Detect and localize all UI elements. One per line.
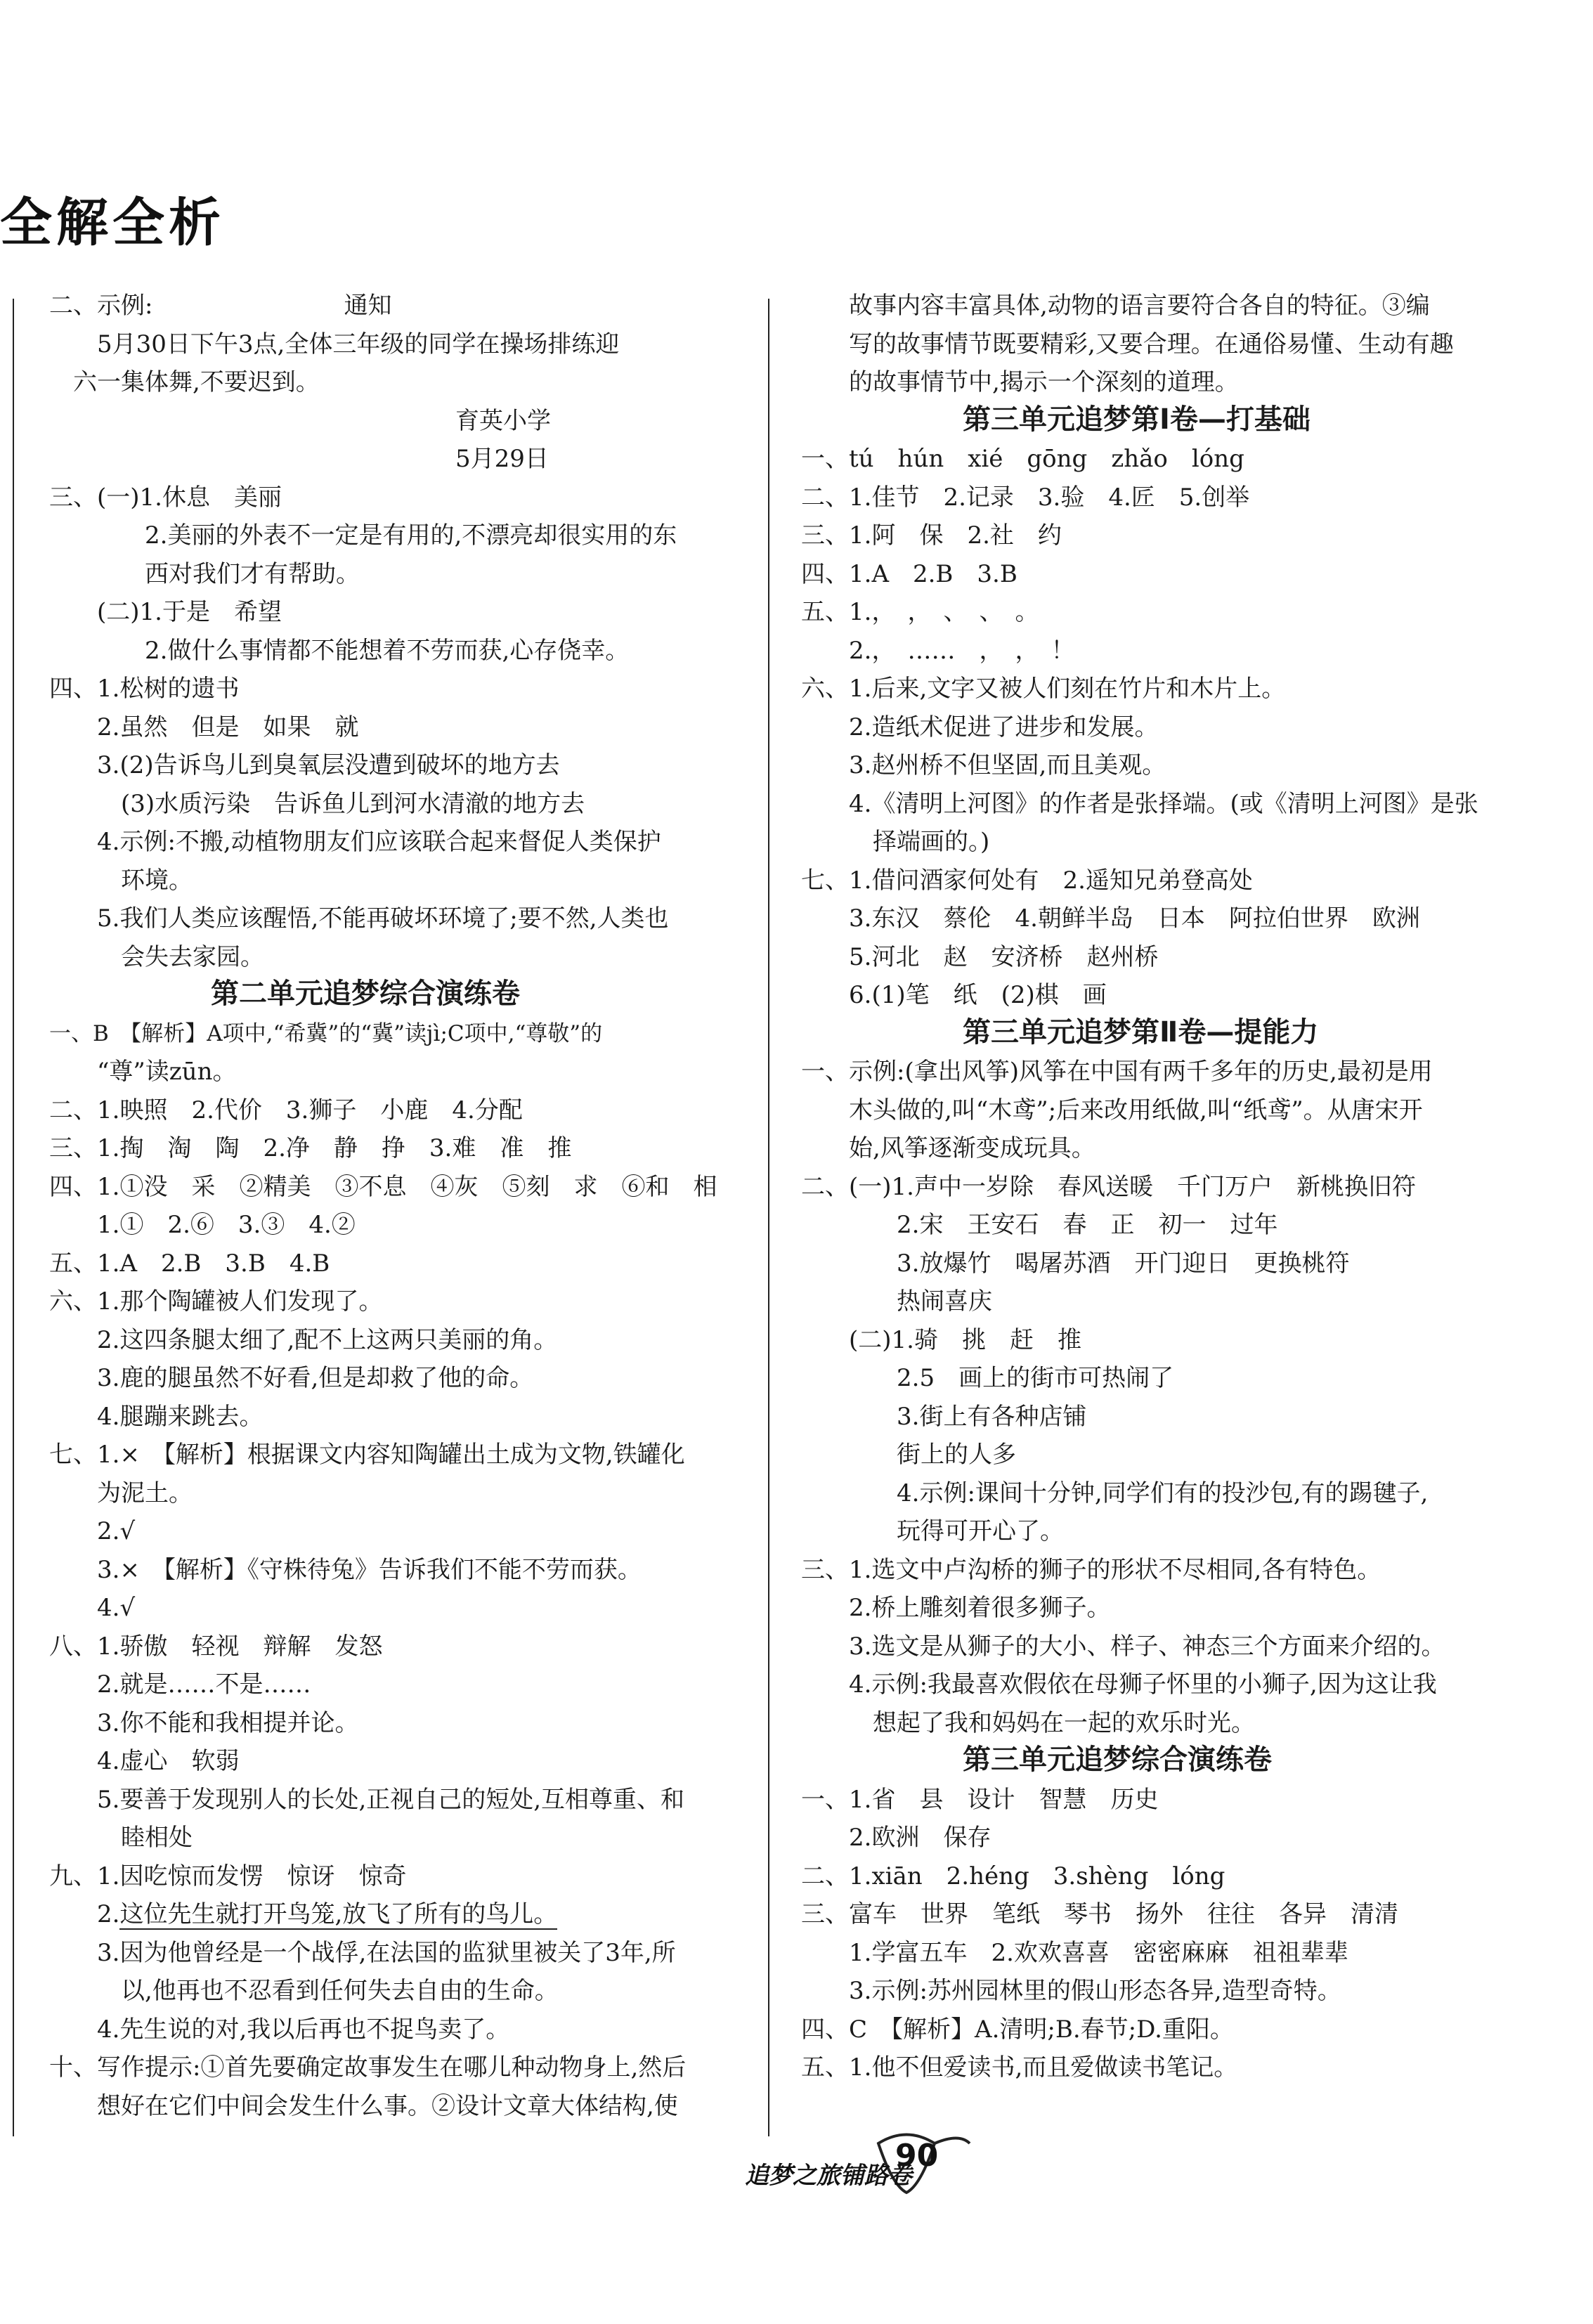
section-title: 第三单元追梦综合演练卷	[963, 1744, 1272, 1776]
answer-line: 4.示例:我最喜欢假依在母狮子怀里的小狮子,因为这让我	[801, 1670, 1437, 1699]
answer-line: 5.我们人类应该醒悟,不能再破坏环境了;要不然,人类也	[49, 904, 669, 933]
answer-line: 1.学富五车 2.欢欢喜喜 密密麻麻 祖祖辈辈	[801, 1938, 1348, 1967]
answer-line: 3.示例:苏州园林里的假山形态各异,造型奇特。	[801, 1977, 1341, 2005]
page-number: 90	[895, 2138, 939, 2174]
answer-line: 二、1.映照 2.代价 3.狮子 小鹿 4.分配	[49, 1096, 523, 1124]
answer-line: 一、1.省 县 设计 智慧 历史	[801, 1785, 1159, 1814]
answer-line: 2.桥上雕刻着很多狮子。	[801, 1594, 1111, 1622]
answer-line: 2.就是……不是……	[49, 1670, 311, 1699]
answer-line: 会失去家园。	[49, 942, 264, 971]
answer-line: 环境。	[49, 866, 193, 895]
answer-line: 择端画的。)	[801, 828, 990, 856]
section-title: 第三单元追梦第Ⅰ卷—打基础	[963, 403, 1311, 436]
answer-line: 二、(一)1.声中一岁除 春风送暖 千门万户 新桃换旧符	[801, 1172, 1416, 1201]
answer-line: 一、示例:(拿出风筝)风筝在中国有两千多年的历史,最初是用	[801, 1058, 1433, 1086]
answer-line: 四、1.①没 采 ②精美 ③不息 ④灰 ⑤刻 求 ⑥和 相	[49, 1172, 717, 1201]
answer-line: 4.《清明上河图》的作者是张择端。(或《清明上河图》是张	[801, 789, 1478, 818]
answer-line: 一、B 【解析】A项中,“希冀”的“冀”读jì;C项中,“尊敬”的	[49, 1020, 603, 1046]
answer-line: 1.① 2.⑥ 3.③ 4.②	[49, 1211, 356, 1239]
answer-line: 2.宋 王安石 春 正 初一 过年	[801, 1211, 1278, 1239]
answer-line: 七、1.× 【解析】根据课文内容知陶罐出土成为文物,铁罐化	[49, 1441, 685, 1469]
answer-line: 六一集体舞,不要迟到。	[49, 368, 320, 396]
answer-line: 5月30日下午3点,全体三年级的同学在操场排练迎	[49, 330, 620, 358]
answer-line: 3.× 【解析】《守株待兔》告诉我们不能不劳而获。	[49, 1555, 642, 1584]
answer-line: (二)1.骑 挑 赶 推	[801, 1325, 1081, 1354]
answer-line: 七、1.借问酒家何处有 2.遥知兄弟登高处	[801, 866, 1253, 895]
answer-line: 十、写作提示:①首先要确定故事发生在哪儿种动物身上,然后	[49, 2053, 687, 2082]
answer-line: 街上的人多	[801, 1441, 1016, 1469]
page-footer	[745, 2122, 977, 2203]
answer-line: 育英小学	[49, 406, 551, 435]
answer-line: 3.你不能和我相提并论。	[49, 1708, 359, 1737]
answer-line: 热闹喜庆	[801, 1287, 992, 1316]
answer-line: 2.造纸术促进了进步和发展。	[801, 713, 1159, 741]
answer-line: 五、1.A 2.B 3.B 4.B	[49, 1249, 330, 1278]
answer-line: (二)1.于是 希望	[49, 598, 282, 626]
answer-line: 4.示例:不搬,动植物朋友们应该联合起来督促人类保护	[49, 828, 661, 856]
section-title: 第三单元追梦第Ⅱ卷—提能力	[963, 1015, 1319, 1049]
answer-line: 想起了我和妈妈在一起的欢乐时光。	[801, 1708, 1255, 1737]
answer-line: 2.虽然 但是 如果 就	[49, 713, 359, 741]
answer-line: 2.美丽的外表不一定是有用的,不漂亮却很实用的东	[49, 521, 677, 550]
answer-line: 四、1.松树的遗书	[49, 675, 240, 703]
answer-line: 三、1.掏 淘 陶 2.净 静 挣 3.难 准 推	[49, 1134, 572, 1162]
answer-line: 始,风筝逐渐变成玩具。	[801, 1134, 1095, 1162]
answer-line: 3.(2)告诉鸟儿到臭氧层没遭到破坏的地方去	[49, 751, 560, 779]
answer-line: 五、1.他不但爱读书,而且爱做读书笔记。	[801, 2053, 1238, 2082]
answer-line: 3.东汉 蔡伦 4.朝鲜半岛 日本 阿拉伯世界 欧洲	[801, 904, 1420, 933]
answer-line: 5.要善于发现别人的长处,正视自己的短处,互相尊重、和	[49, 1785, 685, 1814]
answer-line: 六、1.那个陶罐被人们发现了。	[49, 1287, 383, 1316]
answer-line: 2.这四条腿太细了,配不上这两只美丽的角。	[49, 1325, 558, 1354]
answer-line: 5月29日	[49, 445, 549, 473]
answer-line: 3.街上有各种店铺	[801, 1402, 1087, 1431]
answer-line: 的故事情节中,揭示一个深刻的道理。	[801, 368, 1239, 396]
answer-line: 6.(1)笔 纸 (2)棋 画	[801, 981, 1107, 1009]
answer-line: 二、1.佳节 2.记录 3.验 4.匠 5.创举	[801, 483, 1250, 512]
answer-line: 写的故事情节既要精彩,又要合理。在通俗易懂、生动有趣	[801, 330, 1454, 358]
answer-line: 3.鹿的腿虽然不好看,但是却救了他的命。	[49, 1364, 534, 1392]
answer-line: 三、富车 世界 笔纸 琴书 扬外 往往 各异 清清	[801, 1900, 1398, 1928]
answer-line: 二、示例: 通知	[49, 292, 392, 320]
answer-line: 4.虚心 软弱	[49, 1747, 240, 1775]
answer-line: 4.示例:课间十分钟,同学们有的投沙包,有的踢毽子,	[801, 1479, 1429, 1507]
page-header-title: 全解全析	[0, 193, 225, 253]
answer-line: 三、1.阿 保 2.社 约	[801, 521, 1062, 550]
answer-line: 想好在它们中间会发生什么事。②设计文章大体结构,使	[49, 2091, 678, 2120]
answer-line: 5.河北 赵 安济桥 赵州桥	[801, 942, 1159, 971]
answer-line: 4.√	[49, 1594, 136, 1622]
answer-line: 2.， …… ， ， ！	[801, 636, 1075, 665]
answer-line: 2.√	[49, 1517, 136, 1545]
column-divider	[13, 299, 14, 2136]
answer-line: 四、C 【解析】A.清明;B.春节;D.重阳。	[801, 2015, 1234, 2044]
answer-line: 四、1.A 2.B 3.B	[801, 559, 1017, 588]
answer-line: 4.腿蹦来跳去。	[49, 1402, 264, 1431]
answer-line: 西对我们才有帮助。	[49, 559, 360, 588]
answer-line: 以,他再也不忍看到任何失去自由的生命。	[49, 1977, 559, 2005]
section-title: 第二单元追梦综合演练卷	[211, 978, 520, 1010]
answer-line: 三、(一)1.休息 美丽	[49, 483, 282, 512]
answer-line: 八、1.骄傲 轻视 辩解 发怒	[49, 1632, 383, 1661]
answer-line: 2.欧洲 保存	[801, 1824, 991, 1852]
answer-line: 4.先生说的对,我以后再也不捉鸟卖了。	[49, 2015, 510, 2044]
answer-line: 睦相处	[49, 1824, 193, 1852]
answer-line: 3.因为他曾经是一个战俘,在法国的监狱里被关了3年,所	[49, 1938, 676, 1967]
answer-line: 五、1.， ， 、 、 。	[801, 598, 1039, 626]
answer-line: 二、1.xiān 2.héng 3.shèng lóng	[801, 1862, 1225, 1890]
answer-line: 2.5 画上的街市可热闹了	[801, 1364, 1174, 1392]
answer-line: 玩得可开心了。	[801, 1517, 1064, 1545]
answer-line: 一、tú hún xié gōng zhǎo lóng	[801, 445, 1244, 473]
answer-line: (3)水质污染 告诉鱼儿到河水清澈的地方去	[49, 789, 585, 818]
answer-line: 故事内容丰富具体,动物的语言要符合各自的特征。③编	[801, 292, 1430, 320]
answer-line: 2.这位先生就打开鸟笼,放飞了所有的鸟儿。	[49, 1900, 558, 1928]
answer-line: “尊”读zūn。	[49, 1058, 237, 1086]
answer-line: 2.做什么事情都不能想着不劳而获,心存侥幸。	[49, 636, 630, 665]
answer-line: 九、1.因吃惊而发愣 惊讶 惊奇	[49, 1862, 407, 1890]
answer-line: 3.放爆竹 喝屠苏酒 开门迎日 更换桃符	[801, 1249, 1350, 1278]
answer-line: 木头做的,叫“木鸢”;后来改用纸做,叫“纸鸢”。从唐宋开	[801, 1096, 1423, 1124]
brand-name: 追梦之旅铺路卷	[745, 2162, 912, 2190]
answer-line: 三、1.选文中卢沟桥的狮子的形状不尽相同,各有特色。	[801, 1555, 1381, 1584]
answer-line: 六、1.后来,文字又被人们刻在竹片和木片上。	[801, 675, 1286, 703]
answer-line: 为泥土。	[49, 1479, 193, 1507]
column-divider	[768, 299, 769, 2136]
answer-line: 3.选文是从狮子的大小、样子、神态三个方面来介绍的。	[801, 1632, 1445, 1661]
answer-line: 3.赵州桥不但坚固,而且美观。	[801, 751, 1166, 779]
